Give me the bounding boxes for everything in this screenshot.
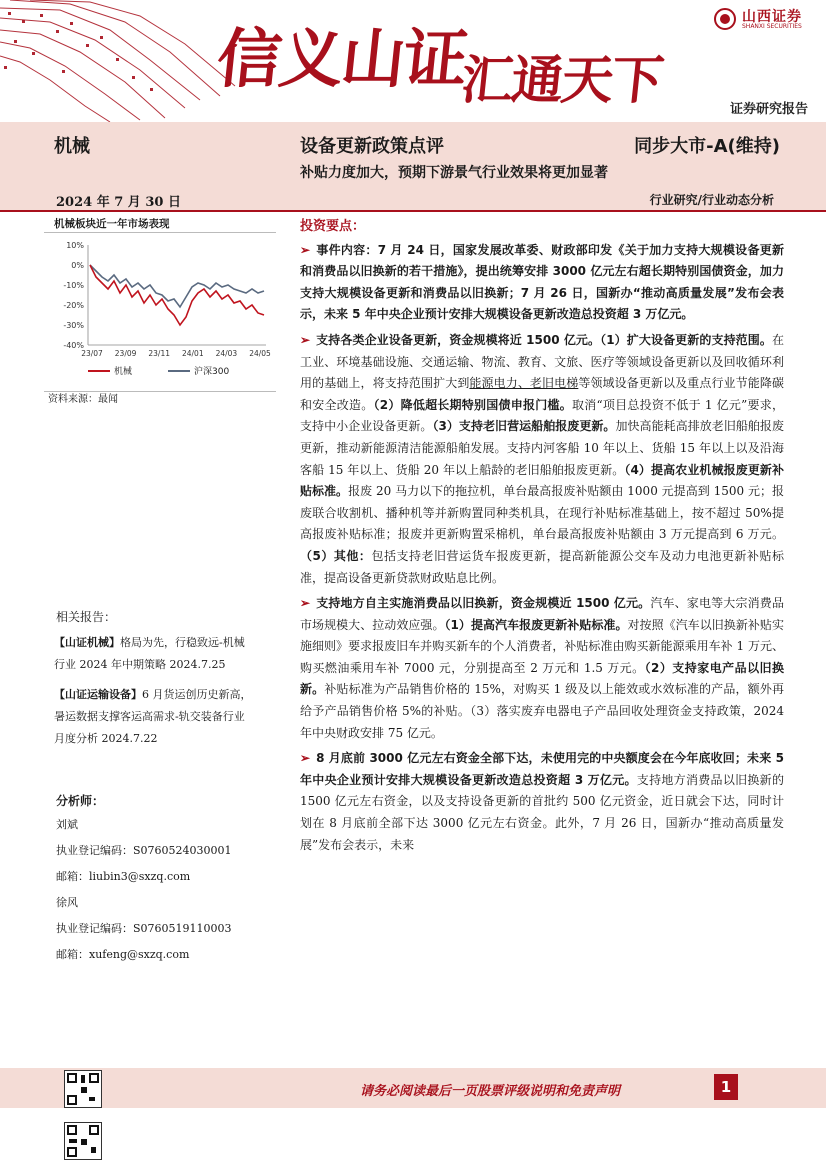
market-chart [44, 233, 276, 391]
disclaimer[interactable]: 请务必阅读最后一页股票评级说明和免责声明 [360, 1084, 621, 1099]
analyst-name: 刘斌 [56, 818, 78, 831]
analyst-reg: 执业登记编码：S0760524030001 [56, 844, 232, 857]
y-tick-label: -40% [63, 341, 84, 350]
related-reports-title: 相关报告： [56, 610, 117, 624]
para-text: 加快高能耗高排放老旧船舶报废更新，推动新能源清洁能源船舶发展。支持内河客船 10 年以上、货船 15 年以上以及沿海客船 15 年以上、货船 20 年以上船龄的老旧船舶报废更新。 [300, 419, 784, 477]
related-report-tag: 【山证机械】 [54, 636, 120, 649]
para-underline: 能源电力、老旧电梯 [469, 376, 579, 391]
slogan-part1: 信义山证 [213, 23, 470, 97]
para-text: 在工业、环境基础设施、交通运输、物流、教育、文旅、医疗等领域设备更新以及回收循环利用的基础上，将支持范围扩大到 [300, 332, 784, 391]
related-report-tag: 【山证运输设备】 [54, 688, 142, 701]
para-bold: 事件内容：7 月 24 日，国家发展改革委、财政部印发《关于加力支持大规模设备更新和消费品以旧换新的若干措施》，提出统筹安排 3000 亿元左右超长期特别国债资金，加力支持大规模设备更新和消费品以旧换新；7 月 26 日，国新办“推动高质量发展”发布会表示，未来 5 年中央企业预计安排大规模设备更新改造总投资超 3 万亿元。 [300, 242, 784, 322]
para-bold: 支持各类企业设备更新，资金规模将近 1500 亿元。（1）扩大设备更新的支持范围。 [316, 332, 772, 347]
x-tick-label: 23/09 [114, 349, 137, 358]
analyst-name: 徐风 [56, 896, 78, 909]
legend-label: 沪深300 [194, 367, 230, 377]
arrow-bullet-icon: ➢ [300, 332, 311, 347]
x-tick-label: 23/07 [81, 349, 103, 358]
para-text: 汽车、家电等大宗消费品市场规模大、拉动效应强。 [300, 596, 784, 632]
chart-title: 机械板块近一年市场表现 [54, 218, 170, 230]
related-report-2[interactable] [54, 684, 272, 750]
para-text: 等领域设备更新以及重点行业节能降碳和安全改造。 [300, 376, 784, 412]
y-tick-label: 10% [66, 241, 84, 250]
y-tick-label: 0% [71, 261, 84, 270]
related-report-line: 月度分析 2024.7.22 [54, 732, 158, 745]
para-text: 对按照《汽车以旧换新补贴实施细则》要求报废旧车并购买新车的个人消费者，补贴标准由购买新能源乘用车补 1 万元、购买燃油乘用车补 7000 元，分别提高至 2 万元和 1.5 万元。 [300, 617, 784, 675]
headline: 补贴力度加大，预期下游景气行业效果将更加显著 [300, 165, 608, 181]
chart-container [44, 232, 276, 392]
y-tick-label: -30% [63, 321, 84, 330]
related-report-line: 暑运数据支撑客运高需求-轨交装备行业 [54, 710, 245, 723]
report-category: 行业研究/行业动态分析 [649, 193, 774, 207]
logo-mark-icon [714, 8, 736, 30]
analyst-title: 分析师： [56, 794, 105, 808]
legend-label: 机械 [114, 367, 133, 377]
date-band [0, 188, 826, 212]
arrow-bullet-icon: ➢ [300, 242, 311, 257]
para-bold: （2）降低超长期特别国债申报门槛。 [373, 397, 573, 412]
qr-code-icon [64, 1122, 102, 1160]
logo-en: SHANXI SECURITIES [742, 23, 802, 30]
x-tick-label: 24/03 [215, 349, 238, 358]
para-bold: （5）其他： [300, 548, 372, 563]
x-tick-label: 24/05 [249, 349, 271, 358]
related-report-line: 行业 2024 年中期策略 2024.7.25 [54, 658, 226, 671]
series-line [90, 265, 264, 325]
y-tick-label: -20% [63, 301, 84, 310]
para-text: 取消“项目总投资不低于 1 亿元”要求，支持中小企业设备更新。 [300, 397, 784, 434]
report-date: 2024 年 7 月 30 日 [56, 195, 181, 210]
para-text: 补贴标准为产品销售价格的 15%，对购买 1 级及以上能效或水效标准的产品，额外再给予产品销售价格 5%的补贴。（3）落实废弃电器电子产品回收处理资金支持政策，2024 年中央财政安排 75 亿元。 [300, 682, 784, 740]
chart-source: 资料来源：最闻 [48, 394, 118, 405]
slogan-part2: 汇通天下 [458, 51, 665, 111]
page-number: 1 [714, 1074, 738, 1100]
para-text: 包括支持老旧营运货车报废更新，提高新能源公交车及动力电池更新补贴标准，提高设备更新贷款财政贴息比例。 [300, 548, 784, 585]
company-logo [714, 6, 824, 34]
title-band [0, 122, 826, 188]
related-report-line: 格局为先，行稳致远-机械 [120, 636, 245, 649]
paragraph-event [300, 240, 784, 326]
paragraph-enterprise-equipment [300, 330, 784, 589]
para-bold: 8 月底前 3000 亿元左右资金全部下达，未使用完的中央额度会在今年底收回；未来 5 年中央企业预计安排大规模设备更新改造总投资超 3 万亿元。 [300, 751, 784, 787]
related-report-1[interactable] [54, 632, 272, 676]
main-content [300, 216, 784, 860]
section-title: 投资要点： [300, 219, 366, 234]
doc-type: 设备更新政策点评 [300, 136, 444, 157]
logo-cn: 山西证券 [742, 9, 802, 25]
para-bold: 支持地方自主实施消费品以旧换新，资金规模近 1500 亿元。 [316, 596, 651, 611]
analyst-email[interactable]: 邮箱：xufeng@sxzq.com [56, 948, 190, 961]
para-bold: （2）支持家电产品以旧换新。 [300, 660, 784, 697]
qr-code-icon [64, 1070, 102, 1108]
para-text: 报废 20 马力以下的拖拉机，单台最高报废补贴额由 1000 元提高到 1500 元；报废联合收割机、播种机等并新购置同种类机具，在现行补贴标准基础上，按不超过 50%提高报废补贴标准；报废并更新购置采棉机，单台最高报废补贴额由 3 万元提高到 6 万元。 [300, 484, 784, 542]
rating: 同步大市-A(维持) [634, 136, 780, 157]
para-text: 支持地方消费品以旧换新的 1500 亿元左右资金，以及支持设备更新的首批约 500 亿元资金，近日就会下达，同时计划在 8 月底前全部下达 3000 亿元左右资金。此外，7 月 26 日，国新办“推动高质量发展”发布会表示，未来 [300, 772, 784, 852]
arrow-bullet-icon: ➢ [300, 596, 311, 611]
analyst-reg: 执业登记编码：S0760519110003 [56, 922, 232, 935]
sector-name: 机械 [54, 136, 90, 157]
paragraph-consumer-goods [300, 593, 784, 744]
report-type: 证券研究报告 [729, 102, 808, 117]
para-bold: （3）支持老旧营运船舶报废更新。 [432, 419, 616, 434]
analyst-email[interactable]: 邮箱：liubin3@sxzq.com [56, 870, 191, 883]
arrow-bullet-icon: ➢ [300, 751, 311, 766]
paragraph-funding-schedule [300, 748, 784, 856]
y-tick-label: -10% [63, 281, 84, 290]
x-tick-label: 23/11 [148, 349, 171, 358]
related-report-line: 6 月货运创历史新高， [142, 688, 252, 701]
page-header [0, 0, 826, 122]
para-bold: （1）提高汽车报废更新补贴标准。 [444, 617, 628, 632]
page-footer [0, 1068, 826, 1108]
x-tick-label: 24/01 [181, 349, 204, 358]
para-bold: （4）提高农业机械报废更新补贴标准。 [300, 462, 784, 499]
